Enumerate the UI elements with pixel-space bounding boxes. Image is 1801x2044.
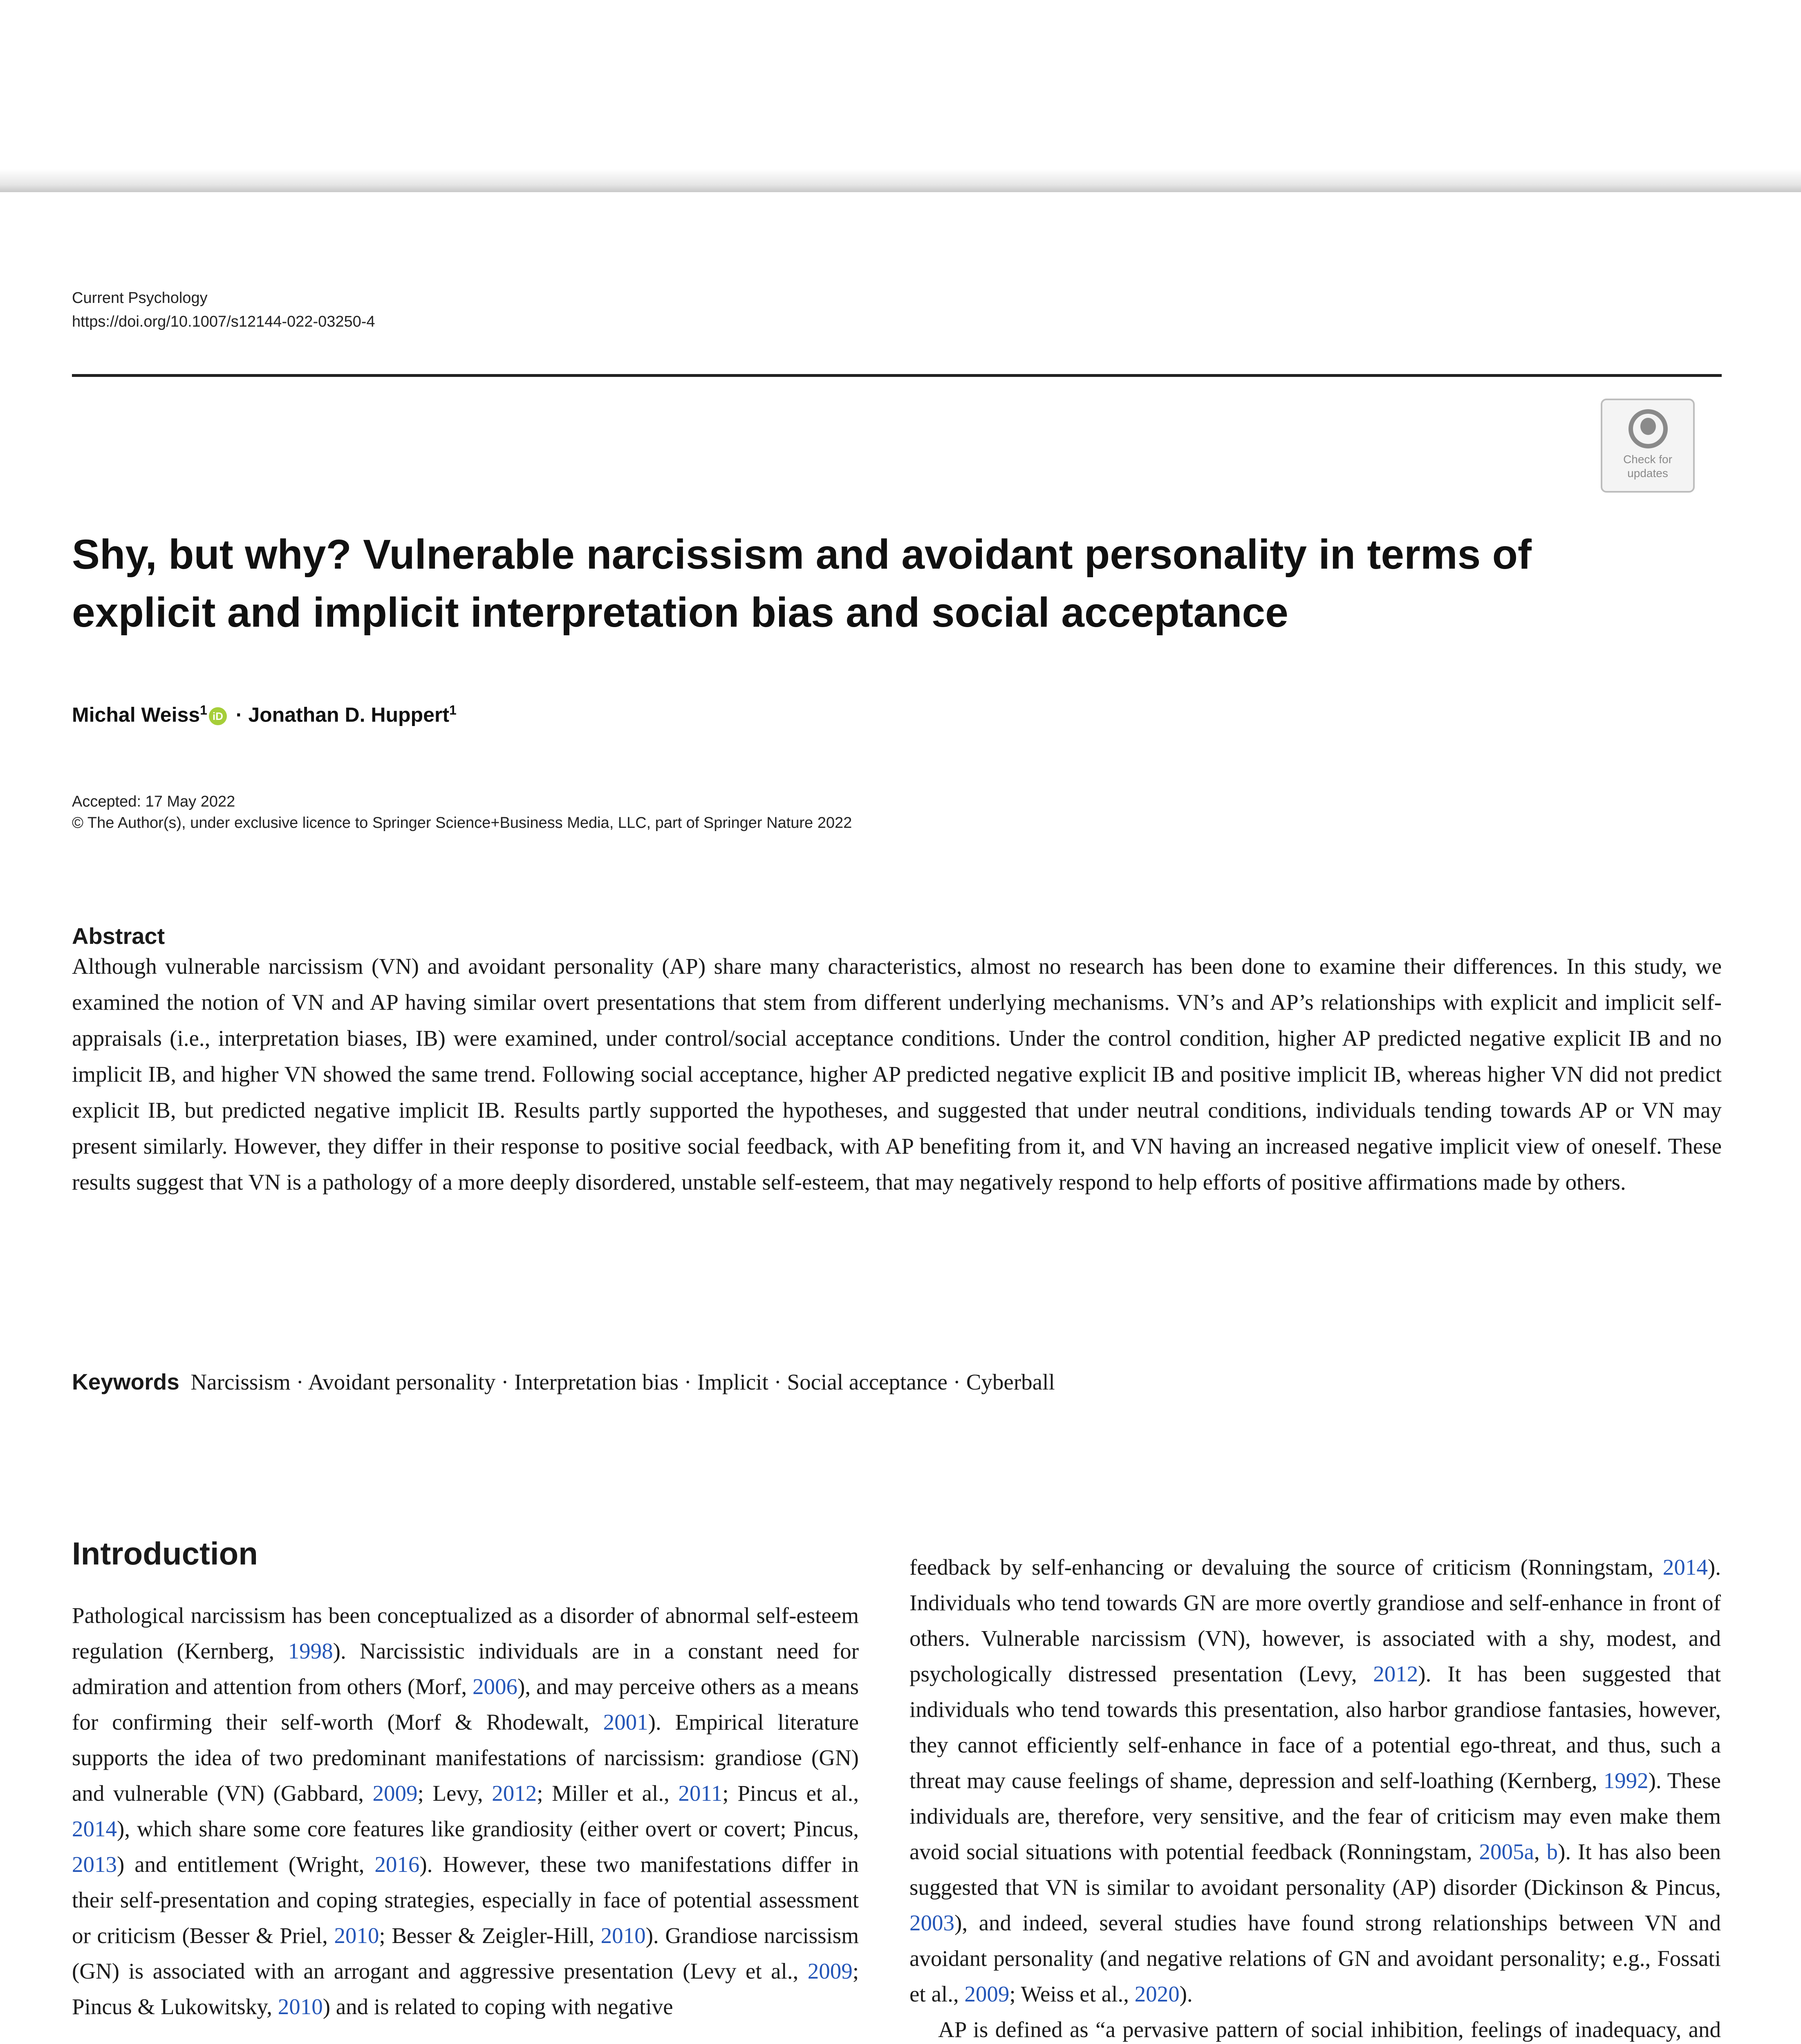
citation-link[interactable]: 2014 (1662, 1555, 1708, 1580)
author-name[interactable]: Michal Weiss (72, 703, 200, 726)
citation-link[interactable]: 2010 (334, 1923, 379, 1948)
section-heading: Introduction (72, 1535, 258, 1571)
keywords-list: Narcissism · Avoidant personality · Interpretation bias · Implicit · Social acceptance · Cyberball (190, 1369, 1055, 1394)
author-affiliation-mark: 1 (200, 703, 207, 717)
citation-link[interactable]: 2006 (473, 1674, 518, 1699)
author-affiliation-mark: 1 (449, 703, 457, 717)
journal-name: Current Psychology (72, 289, 208, 307)
citation-link[interactable]: b (1546, 1839, 1558, 1864)
citation-link[interactable]: 2020 (1134, 1981, 1180, 2006)
abstract-text: Although vulnerable narcissism (VN) and avoidant personality (AP) share many characteristics, almost no research has been done to examine their differences. In this study, we examined the notion of VN and AP having similar overt presentations that stem from different underlying mechanisms. VN’s and AP’s relationships with explicit and implicit self-appraisals (i.e., interpretation biases, IB) were examined, under control/social acceptance conditions. Under the control condition, higher AP predicted negative explicit IB and no implicit IB, and higher VN showed the same trend. Following social acceptance, higher AP predicted negative explicit IB and positive implicit IB, whereas higher VN did not predict explicit IB, but predicted negative implicit IB. Results partly supported the hypotheses, and suggested that under neutral conditions, individuals tending towards AP or VN may present similarly. However, they differ in their response to positive social feedback, with AP benefiting from it, and VN having an increased negative implicit view of oneself. These results suggest that VN is a pathology of a more deeply disordered, unstable self-esteem, that may negatively respond to help efforts of positive affirmations made by others. (72, 954, 1722, 1195)
article-title: Shy, but why? Vulnerable narcissism and avoidant personality in terms of explicit and implicit interpretation bias and social acceptance (72, 531, 1532, 636)
keywords-line (72, 1365, 1722, 1399)
citation-link[interactable]: 2013 (72, 1852, 117, 1877)
citation-link[interactable]: 2003 (909, 1910, 954, 1935)
crossmark-icon (1629, 409, 1668, 448)
article-dates (72, 791, 852, 834)
right-column (909, 1549, 1721, 2044)
doi-link[interactable]: https://doi.org/10.1007/s12144-022-03250-4 (72, 313, 375, 330)
left-column (72, 1533, 859, 2024)
journal-header (72, 286, 375, 334)
citation-link[interactable]: 2010 (278, 1994, 323, 2019)
citation-link[interactable]: 2009 (964, 1981, 1010, 2006)
orcid-icon[interactable]: iD (209, 707, 227, 725)
citation-link[interactable]: 1998 (288, 1638, 333, 1663)
author-name[interactable]: Jonathan D. Huppert (248, 703, 450, 726)
citation-link[interactable]: 2001 (603, 1710, 648, 1735)
citation-link[interactable]: 2014 (72, 1816, 117, 1841)
citation-link[interactable]: 2016 (374, 1852, 420, 1877)
body-paragraph: AP is defined as “a pervasive pattern of social inhibition, feelings of inadequacy, and (938, 2017, 1721, 2042)
citation-link[interactable]: 2011 (678, 1781, 723, 1806)
author-line (72, 696, 457, 729)
accepted-date: Accepted: 17 May 2022 (72, 793, 235, 810)
citation-link[interactable]: 2009 (807, 1959, 853, 1983)
header-rule (72, 374, 1722, 377)
citation-link[interactable]: 2009 (372, 1781, 418, 1806)
page-top-margin (0, 0, 1801, 192)
body-paragraph: Pathological narcissism has been conceptualized as a disorder of abnormal self-esteem regulation (Kernberg, 1998). Narcissistic individuals are in a constant need for admiration and attention from others (Morf, 2006), and may perceive others as a means for confirming their self-worth (Morf & Rhodewalt, 2001). Empirical literature supports the idea of two predominant manifestations of narcissism: grandiose (GN) and vulnerable (VN) (Gabbard, 2009; Levy, 2012; Miller et al., 2011; Pincus et al., 2014), which share some core features like grandiosity (either overt or covert; Pincus, 2013) and entitlement (Wright, 2016). However, these two manifestations differ in their self-presentation and coping strategies, especially in face of potential assessment or criticism (Besser & Priel, 2010; Besser & Zeigler-Hill, 2010). Grandiose narcissism (GN) is associated with an arrogant and aggressive presentation (Levy et al., 2009; Pincus & Lukowitsky, 2010) and is related to coping with negative (72, 1603, 859, 2019)
citation-link[interactable]: 2012 (1373, 1661, 1418, 1686)
citation-link[interactable]: 2012 (492, 1781, 537, 1806)
copyright-notice: © The Author(s), under exclusive licence to Springer Science+Business Media, LLC, part of Springer Nature 2022 (72, 814, 852, 831)
citation-link[interactable]: 2010 (600, 1923, 646, 1948)
citation-link[interactable]: 2005a (1479, 1839, 1534, 1864)
crossmark-label: Check for updates (1623, 453, 1672, 480)
check-for-updates-badge[interactable] (1601, 399, 1695, 493)
keywords-label: Keywords (72, 1369, 179, 1394)
citation-link[interactable]: 1992 (1603, 1768, 1649, 1793)
abstract-heading: Abstract (72, 923, 165, 949)
body-paragraph: feedback by self-enhancing or devaluing the source of criticism (Ronningstam, 2014). Individuals who tend towards GN are more overtly grandiose and self-enhance in front of others. Vulnerable narcissism (VN), however, is associated with a shy, modest, and psychologically distressed presentation (Levy, 2012). It has been suggested that individuals who tend towards this presentation, also harbor grandiose fantasies, however, they cannot efficiently self-enhance in face of a potential ego-threat, and thus, such a threat may cause feelings of shame, depression and self-loathing (Kernberg, 1992). These individuals are, therefore, very sensitive, and the fear of criticism may even make them avoid social situations with potential feedback (Ronningstam, 2005a, b). It has also been suggested that VN is similar to avoidant personality (AP) disorder (Dickinson & Pincus, 2003), and indeed, several studies have found strong relationships between VN and avoidant personality (and negative relations of GN and avoidant personality; e.g., Fossati et al., 2009; Weiss et al., 2020). (909, 1555, 1721, 2006)
author-separator: · (230, 703, 249, 726)
